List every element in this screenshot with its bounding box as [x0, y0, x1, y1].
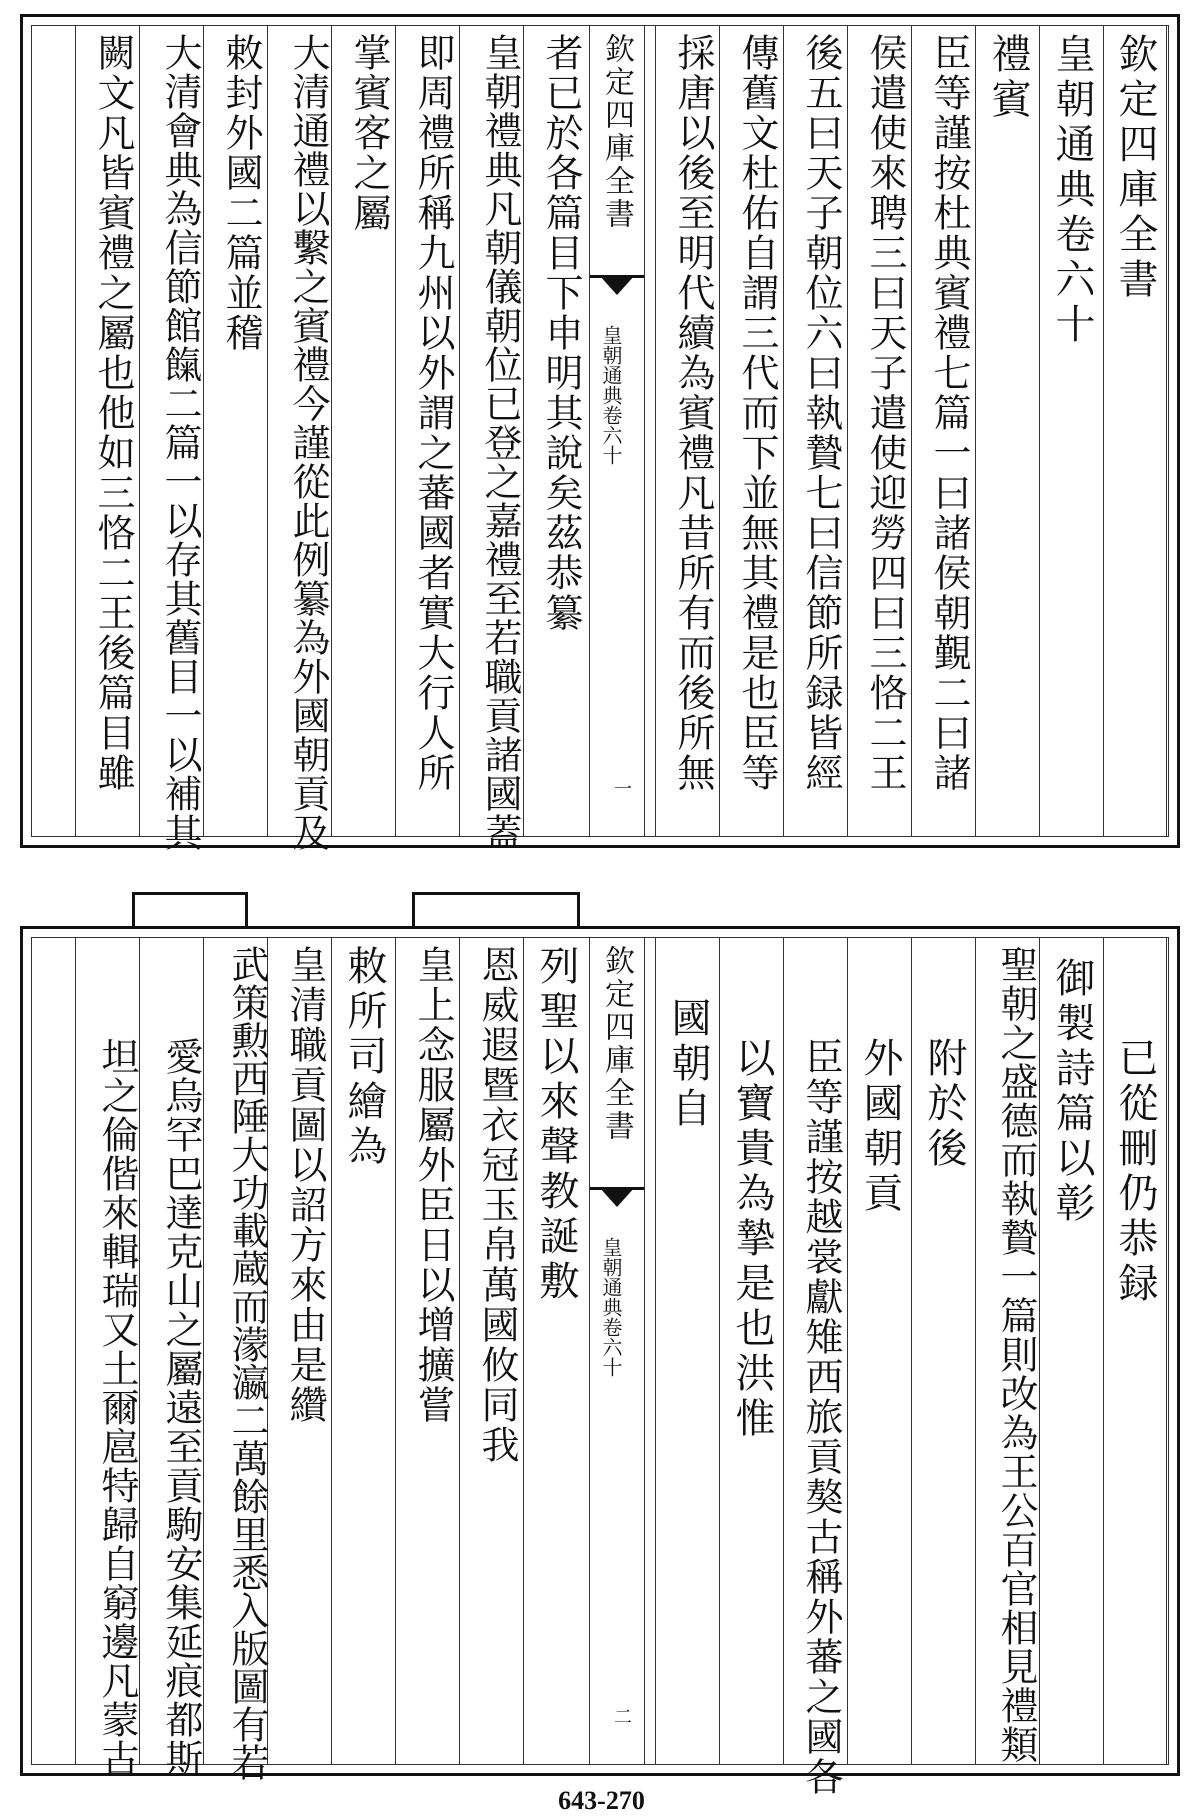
text-column: 傳舊文杜佑自謂三代而下並無其禮是也臣等 [719, 25, 783, 837]
text-column: 武策勲西陲大功載蔵而濛瀛二萬餘里悉入版圖有若 [203, 937, 267, 1765]
text-column: 皇清職貢圖以詔方來由是纘 [267, 937, 331, 1765]
text-column: 列聖以來聲教誕敷 [523, 937, 587, 1765]
center-page-number: 二 [611, 1707, 632, 1725]
text-column: 附於後 [911, 937, 975, 1765]
text-column: 大清通禮以繫之賓禮今謹從此例纂為外國朝貢及 [267, 25, 331, 837]
text-column: 侯遣使來聘三曰天子遣使迎勞四曰三恪二王 [847, 25, 911, 837]
text-column: 臣等謹按越裳獻雉西旅貢獒古稱外蕃之國各 [783, 937, 847, 1765]
folio-number: 643-270 [558, 1786, 645, 1815]
text-column: 皇上念服屬外臣日以增擴嘗 [395, 937, 459, 1765]
text-column: 臣等謹按杜典賓禮七篇一曰諸侯朝覲二曰諸 [911, 25, 975, 837]
text-column: 即周禮所稱九州以外謂之蕃國者實大行人所 [395, 25, 459, 837]
text-column: 聖朝之盛德而執贄一篇則改為王公百官相見禮類 [975, 937, 1039, 1765]
center-column [589, 25, 645, 837]
text-column: 國朝自 [655, 937, 719, 1765]
center-subtitle: 皇朝通典卷六十 [599, 1237, 623, 1377]
bottom-page [20, 926, 1180, 1797]
text-column: 後五曰天子朝位六曰執贄七曰信節所録皆經 [783, 25, 847, 837]
text-column: 已從刪仍恭録 [1103, 937, 1167, 1765]
text-column: 皇朝禮典凡朝儀朝位已登之嘉禮至若職貢諸國蓋 [459, 25, 523, 837]
top-page [20, 14, 1180, 852]
fishtail-ornament [590, 275, 644, 315]
text-column: 外國朝貢 [847, 937, 911, 1765]
center-column [589, 937, 645, 1765]
text-column: 坦之倫偕來輯瑞又土爾扈特歸自窮邊凡蒙古 [75, 937, 139, 1765]
fishtail-ornament [590, 1187, 644, 1227]
text-column: 恩威遐暨衣冠玉帛萬國攸同我 [459, 937, 523, 1765]
text-column: 採唐以後至明代續為賓禮凡昔所有而後所無 [655, 25, 719, 837]
text-column: 以寶貴為摯是也洪惟 [719, 937, 783, 1765]
text-column: 掌賓客之屬 [331, 25, 395, 837]
text-column: 御製詩篇以彰 [1039, 937, 1103, 1765]
center-title: 欽定四庫全書 [599, 945, 634, 1143]
text-column: 闕文凡皆賓禮之屬也他如三恪二王後篇目雖 [75, 25, 139, 837]
text-column: 敕封外國二篇並稽 [203, 25, 267, 837]
text-column: 欽定四庫全書 [1103, 25, 1167, 837]
text-column: 者已於各篇目下申明其說矣茲恭纂 [523, 25, 587, 837]
center-page-number: 一 [611, 779, 632, 797]
text-column: 愛烏罕巴達克山之屬遠至貢駒安集延痕都斯 [139, 937, 203, 1765]
text-column: 敕所司繪為 [331, 937, 395, 1765]
text-column: 禮賓 [975, 25, 1039, 837]
text-column: 皇朝通典卷六十 [1039, 25, 1103, 837]
center-title: 欽定四庫全書 [599, 33, 634, 231]
text-column: 大清會典為信節館餼二篇一以存其舊目一以補其 [139, 25, 203, 837]
center-subtitle: 皇朝通典卷六十 [599, 325, 623, 465]
